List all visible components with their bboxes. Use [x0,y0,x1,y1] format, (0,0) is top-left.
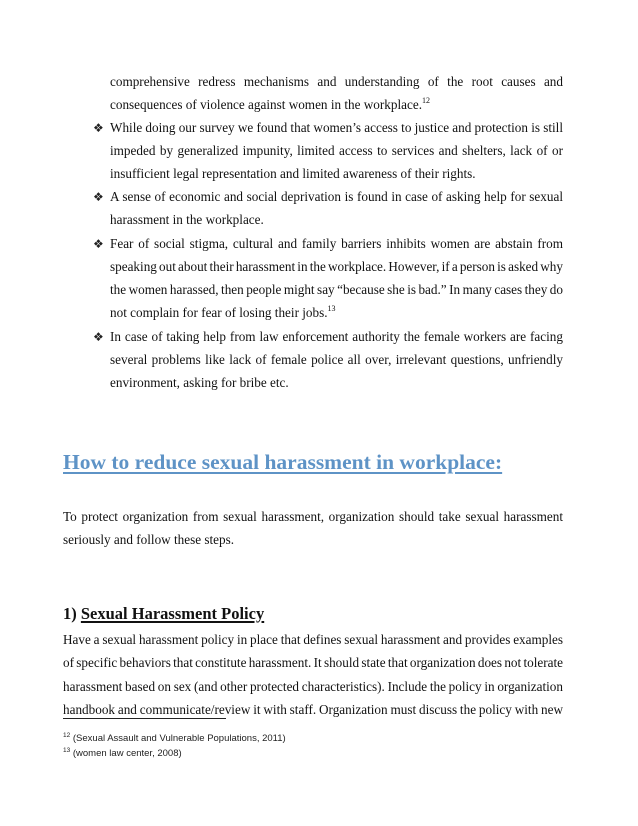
text-line [110,143,563,159]
text-line [110,97,430,113]
bullet-diamond-icon: ❖ [93,121,104,135]
text-line-content: impeded by generalized impunity, limited access to services and shelters, lack of or [110,143,563,158]
footnote-text: (women law center, 2008) [72,748,182,759]
bullet-diamond-icon: ❖ [93,330,104,344]
footnote-number: 12 [63,732,71,739]
text-line: handbook and communicate/review it with staff. Organization must discuss the policy with new [63,701,563,717]
text-line [110,189,563,205]
text-line-content: not complain for fear of losing their jobs. [110,305,328,320]
text-line [110,375,289,391]
text-line [110,352,563,368]
text-line-content: Fear of social stigma, cultural and family barriers inhibits women are abstain from [110,236,563,251]
text-line: To protect organization from sexual harassment, organization should take sexual harassment [63,509,563,524]
text-line [110,120,563,136]
footnote-text: (Sexual Assault and Vulnerable Populations, 2011) [72,733,286,744]
text-line [110,212,264,228]
text-line-content: insufficient legal representation and limited awareness of their rights. [110,166,476,181]
text-line: Have a sexual harassment policy in place that defines sexual harassment and provides examples [63,632,563,647]
text-line-content: environment, asking for bribe etc. [110,375,289,390]
text-line [110,282,563,298]
text-line [110,259,563,275]
footnote-number: 13 [63,747,71,754]
text-line-content: A sense of economic and social deprivation is found in case of asking help for sexual [110,189,563,204]
text-line: harassment based on sex (and other protected characteristics). Include the policy in organization [63,678,563,694]
bullet-diamond-icon: ❖ [93,237,104,251]
footnote [63,748,182,760]
text-line-content: several problems like lack of female police all over, irrelevant questions, unfriendly [110,352,563,367]
text-line-content: speaking out about their harassment in the workplace. However, if a person is asked why [110,259,563,274]
text-line: seriously and follow these steps. [63,532,235,547]
section-heading: How to reduce sexual harassment in workplace: [63,450,503,474]
text-line [110,305,336,321]
text-line [110,329,563,345]
footnote-ref: 13 [327,304,336,313]
text-line-content: consequences of violence against women in the workplace. [110,97,422,112]
subsection-number: 1) [63,604,77,623]
text-line [110,236,563,252]
text-line: comprehensive redress mechanisms and understanding of the root causes and [110,74,563,89]
footnote-ref: 12 [422,96,430,105]
text-line-content: harassment in the workplace. [110,212,264,227]
text-line: of specific behaviors that constitute harassment. It should state that organization does not tolerate [63,655,563,671]
text-line [110,166,476,182]
footnote-separator [63,718,226,719]
footnote [63,733,286,745]
subsection-heading [63,604,264,624]
subsection-title: Sexual Harassment Policy [80,604,265,623]
text-line-content: While doing our survey we found that women’s access to justice and protection is still [110,120,563,135]
text-line-content: In case of taking help from law enforcement authority the female workers are facing [110,329,563,344]
text-line-content: the women harassed, then people might say “because she is bad.” In many cases they do [110,282,563,297]
bullet-diamond-icon: ❖ [93,190,104,204]
